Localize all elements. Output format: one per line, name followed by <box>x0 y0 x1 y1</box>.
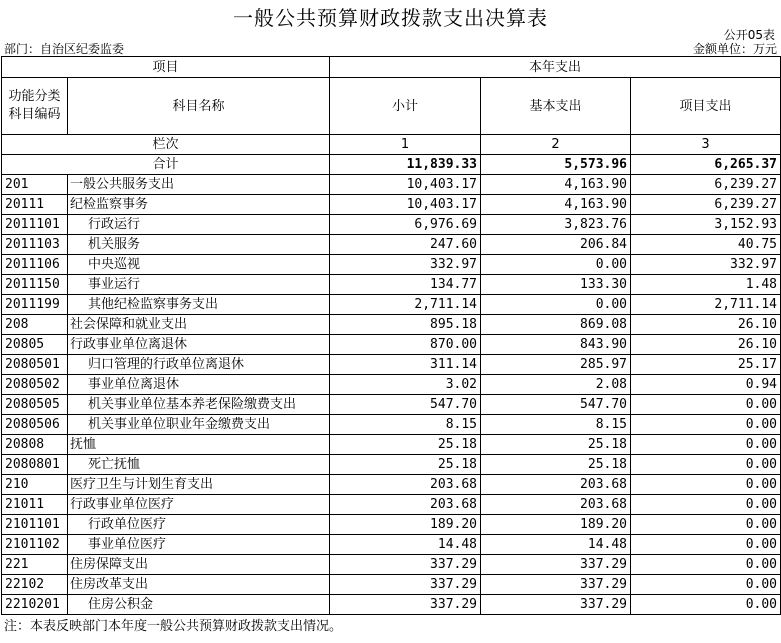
total-project: 6,265.37 <box>631 155 781 175</box>
row-code: 20111 <box>2 195 68 215</box>
table-row <box>2 595 781 615</box>
row-code: 2080506 <box>2 415 68 435</box>
row-name: 抚恤 <box>68 435 330 455</box>
row-name: 医疗卫生与计划生育支出 <box>68 475 330 495</box>
unit-label: 金额单位：万元 <box>692 42 777 56</box>
row-code: 2080502 <box>2 375 68 395</box>
row-basic: 547.70 <box>481 395 631 415</box>
row-subtotal: 134.77 <box>330 275 481 295</box>
row-name: 事业运行 <box>68 275 330 295</box>
row-code: 21011 <box>2 495 68 515</box>
total-basic: 5,573.96 <box>481 155 631 175</box>
row-subtotal: 2,711.14 <box>330 295 481 315</box>
row-code: 2210201 <box>2 595 68 615</box>
row-name: 事业单位医疗 <box>68 535 330 555</box>
row-project: 0.00 <box>631 535 781 555</box>
row-project: 3,152.93 <box>631 215 781 235</box>
table-row <box>2 235 781 255</box>
row-basic: 25.18 <box>481 435 631 455</box>
row-subtotal: 337.29 <box>330 575 481 595</box>
row-basic: 2.08 <box>481 375 631 395</box>
row-project: 0.00 <box>631 515 781 535</box>
row-basic: 0.00 <box>481 295 631 315</box>
row-project: 2,711.14 <box>631 295 781 315</box>
row-project: 0.00 <box>631 415 781 435</box>
table-row <box>2 195 781 215</box>
table-row <box>2 575 781 595</box>
row-project: 0.00 <box>631 495 781 515</box>
row-code: 208 <box>2 315 68 335</box>
row-name: 一般公共服务支出 <box>68 175 330 195</box>
row-basic: 25.18 <box>481 455 631 475</box>
column-index-1: 1 <box>330 135 481 155</box>
row-code: 2080801 <box>2 455 68 475</box>
row-basic: 3,823.76 <box>481 215 631 235</box>
form-number: 公开05表 <box>723 28 775 42</box>
department-label: 部门：自治区纪委监委 <box>4 42 125 56</box>
row-subtotal: 8.15 <box>330 415 481 435</box>
table-row <box>2 175 781 195</box>
header-row-2 <box>2 78 781 135</box>
column-index-2: 2 <box>481 135 631 155</box>
row-name: 住房保障支出 <box>68 555 330 575</box>
row-subtotal: 895.18 <box>330 315 481 335</box>
row-project: 6,239.27 <box>631 175 781 195</box>
row-project: 25.17 <box>631 355 781 375</box>
row-project: 1.48 <box>631 275 781 295</box>
row-project: 0.00 <box>631 595 781 615</box>
header-basic: 基本支出 <box>481 78 631 135</box>
row-basic: 206.84 <box>481 235 631 255</box>
row-basic: 337.29 <box>481 555 631 575</box>
header-year-expense: 本年支出 <box>330 57 781 78</box>
row-basic: 337.29 <box>481 575 631 595</box>
page-title: 一般公共预算财政拨款支出决算表 <box>233 6 548 30</box>
row-project: 0.00 <box>631 575 781 595</box>
table-row <box>2 295 781 315</box>
row-subtotal: 547.70 <box>330 395 481 415</box>
row-name: 住房改革支出 <box>68 575 330 595</box>
row-code: 20805 <box>2 335 68 355</box>
row-name: 纪检监察事务 <box>68 195 330 215</box>
row-subtotal: 3.02 <box>330 375 481 395</box>
footnote: 注：本表反映部门本年度一般公共预算财政拨款支出情况。 <box>4 619 343 634</box>
row-subtotal: 25.18 <box>330 435 481 455</box>
row-basic: 189.20 <box>481 515 631 535</box>
row-subtotal: 332.97 <box>330 255 481 275</box>
header-item: 项目 <box>2 57 330 78</box>
row-name: 行政单位医疗 <box>68 515 330 535</box>
row-subtotal: 10,403.17 <box>330 195 481 215</box>
row-subtotal: 14.48 <box>330 535 481 555</box>
table-row <box>2 535 781 555</box>
row-code: 201 <box>2 175 68 195</box>
header-project: 项目支出 <box>631 78 781 135</box>
table-row <box>2 335 781 355</box>
row-basic: 203.68 <box>481 475 631 495</box>
row-project: 332.97 <box>631 255 781 275</box>
row-basic: 843.90 <box>481 335 631 355</box>
row-code: 2011199 <box>2 295 68 315</box>
row-basic: 133.30 <box>481 275 631 295</box>
row-project: 0.00 <box>631 435 781 455</box>
row-subtotal: 337.29 <box>330 595 481 615</box>
table-row <box>2 375 781 395</box>
column-index-label: 栏次 <box>2 135 330 155</box>
row-name: 机关服务 <box>68 235 330 255</box>
row-subtotal: 203.68 <box>330 495 481 515</box>
row-subtotal: 870.00 <box>330 335 481 355</box>
row-basic: 869.08 <box>481 315 631 335</box>
row-code: 20808 <box>2 435 68 455</box>
row-code: 2011103 <box>2 235 68 255</box>
row-subtotal: 337.29 <box>330 555 481 575</box>
table-row <box>2 495 781 515</box>
header-subtotal: 小计 <box>330 78 481 135</box>
row-name: 中央巡视 <box>68 255 330 275</box>
row-name: 行政事业单位医疗 <box>68 495 330 515</box>
header-name: 科目名称 <box>68 78 330 135</box>
table-row <box>2 315 781 335</box>
total-label: 合计 <box>2 155 330 175</box>
row-basic: 4,163.90 <box>481 195 631 215</box>
row-name: 事业单位离退休 <box>68 375 330 395</box>
row-project: 0.00 <box>631 555 781 575</box>
row-name: 住房公积金 <box>68 595 330 615</box>
table-row <box>2 255 781 275</box>
row-subtotal: 203.68 <box>330 475 481 495</box>
row-code: 2011106 <box>2 255 68 275</box>
row-subtotal: 25.18 <box>330 455 481 475</box>
row-project: 26.10 <box>631 335 781 355</box>
row-subtotal: 247.60 <box>330 235 481 255</box>
row-subtotal: 189.20 <box>330 515 481 535</box>
table-row <box>2 515 781 535</box>
row-project: 0.00 <box>631 455 781 475</box>
table-row <box>2 475 781 495</box>
header-code: 功能分类科目编码 <box>2 78 68 135</box>
expenditure-table <box>1 56 781 615</box>
table-row <box>2 395 781 415</box>
row-code: 2101102 <box>2 535 68 555</box>
column-index-row <box>2 135 781 155</box>
row-basic: 14.48 <box>481 535 631 555</box>
row-name: 机关事业单位基本养老保险缴费支出 <box>68 395 330 415</box>
table-row <box>2 555 781 575</box>
row-subtotal: 6,976.69 <box>330 215 481 235</box>
row-basic: 4,163.90 <box>481 175 631 195</box>
row-code: 2101101 <box>2 515 68 535</box>
row-basic: 285.97 <box>481 355 631 375</box>
row-name: 其他纪检监察事务支出 <box>68 295 330 315</box>
row-code: 2080505 <box>2 395 68 415</box>
table-row <box>2 215 781 235</box>
column-index-3: 3 <box>631 135 781 155</box>
row-code: 2080501 <box>2 355 68 375</box>
total-subtotal: 11,839.33 <box>330 155 481 175</box>
row-project: 0.00 <box>631 475 781 495</box>
row-code: 2011150 <box>2 275 68 295</box>
row-basic: 8.15 <box>481 415 631 435</box>
row-code: 22102 <box>2 575 68 595</box>
table-row <box>2 435 781 455</box>
row-code: 221 <box>2 555 68 575</box>
row-project: 0.00 <box>631 395 781 415</box>
row-code: 2011101 <box>2 215 68 235</box>
row-project: 6,239.27 <box>631 195 781 215</box>
table-row <box>2 455 781 475</box>
row-subtotal: 311.14 <box>330 355 481 375</box>
row-project: 40.75 <box>631 235 781 255</box>
row-subtotal: 10,403.17 <box>330 175 481 195</box>
row-name: 死亡抚恤 <box>68 455 330 475</box>
row-name: 机关事业单位职业年金缴费支出 <box>68 415 330 435</box>
table-row <box>2 415 781 435</box>
row-name: 归口管理的行政单位离退休 <box>68 355 330 375</box>
row-project: 0.94 <box>631 375 781 395</box>
row-name: 行政事业单位离退休 <box>68 335 330 355</box>
row-project: 26.10 <box>631 315 781 335</box>
row-basic: 0.00 <box>481 255 631 275</box>
row-basic: 203.68 <box>481 495 631 515</box>
table-row <box>2 355 781 375</box>
total-row <box>2 155 781 175</box>
row-code: 210 <box>2 475 68 495</box>
row-basic: 337.29 <box>481 595 631 615</box>
header-row-1 <box>2 57 781 78</box>
row-name: 社会保障和就业支出 <box>68 315 330 335</box>
table-row <box>2 275 781 295</box>
row-name: 行政运行 <box>68 215 330 235</box>
